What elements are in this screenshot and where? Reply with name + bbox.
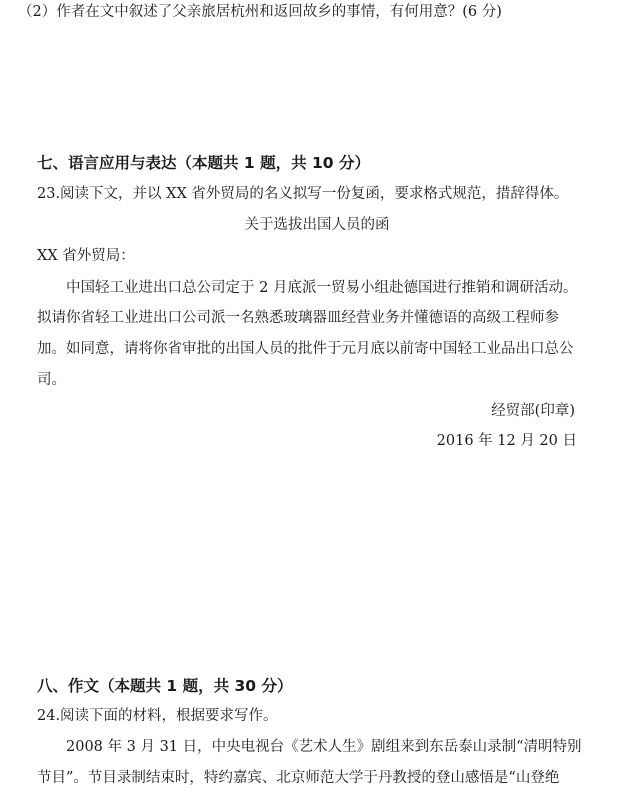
material-line: 节目”。节目录制结束时，特约嘉宾、北京师范大学于丹教授的登山感悟是“山登绝 — [37, 770, 560, 786]
material-line: 2008 年 3 月 31 日，中央电视台《艺术人生》剧组来到东岳泰山录制“清明特别 — [66, 739, 582, 755]
letter-salutation: XX 省外贸局： — [37, 248, 135, 264]
question-24-prompt: 24.阅读下面的材料，根据要求写作。 — [37, 708, 278, 724]
question-22-subquestion-2: （2）作者在文中叙述了父亲旅居杭州和返回故乡的事情，有何用意？(6 分) — [18, 4, 502, 20]
question-23-prompt: 23.阅读下文，并以 XX 省外贸局的名义拟写一份复函，要求格式规范，措辞得体。 — [37, 186, 569, 202]
section-8-heading: 八、作文（本题共 1 题，共 30 分） — [37, 677, 293, 695]
section-7-heading: 七、语言应用与表达（本题共 1 题，共 10 分） — [37, 154, 370, 172]
letter-body-line: 拟请你省轻工业进出口公司派一名熟悉玻璃器皿经营业务并懂德语的高级工程师参 — [37, 310, 559, 326]
letter-body-line: 司。 — [37, 372, 66, 388]
letter-date: 2016 年 12 月 20 日 — [436, 433, 577, 449]
letter-title: 关于选拔出国人员的函 — [244, 217, 390, 233]
letter-body-line: 中国轻工业进出口总公司定于 2 月底派一贸易小组赴德国进行推销和调研活动。 — [66, 280, 578, 296]
letter-signature: 经贸部(印章) — [491, 403, 575, 419]
letter-body-line: 加。如同意，请将你省审批的出国人员的批件于元月底以前寄中国轻工业品出口总公 — [37, 341, 574, 357]
